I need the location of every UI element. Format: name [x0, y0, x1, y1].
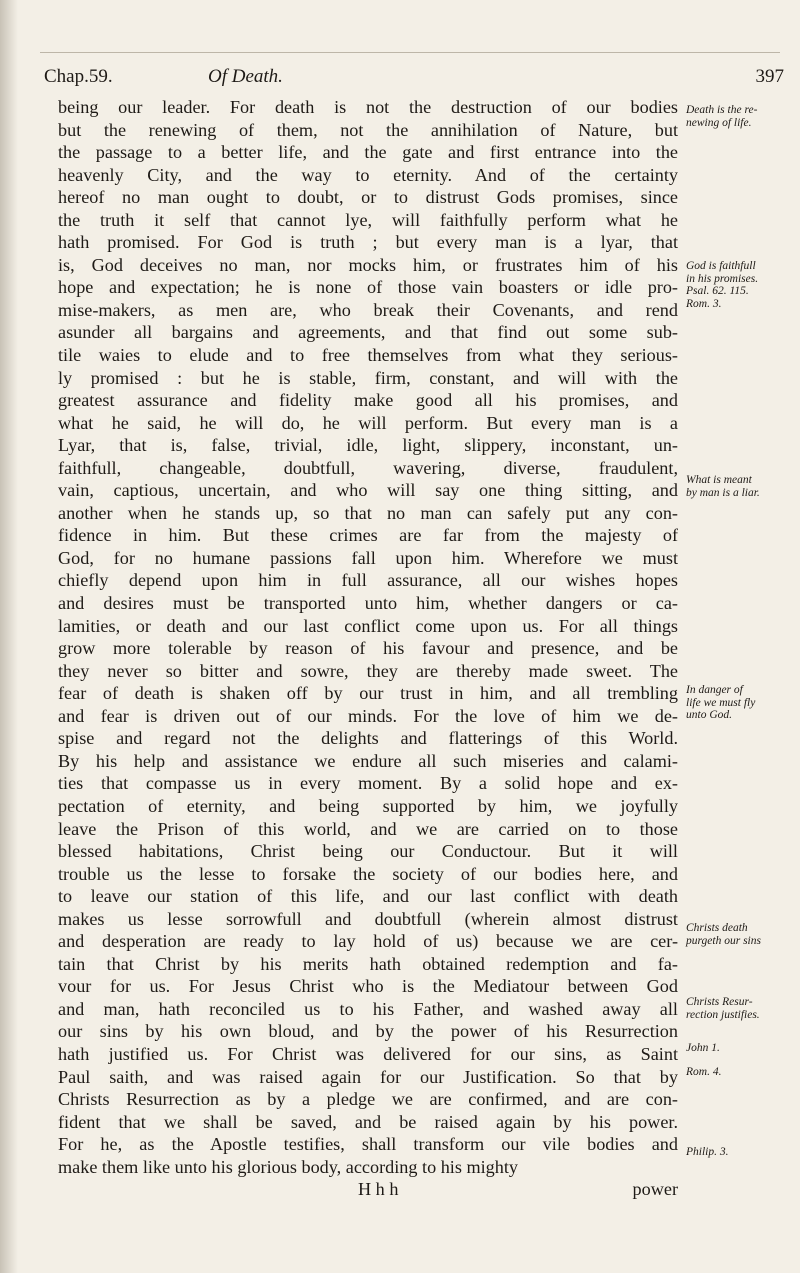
margin-note-line: John 1.: [686, 1042, 720, 1054]
text-line: grow more tolerable by reason of his favour and presence, and be: [58, 638, 678, 659]
margin-note-line: Philip. 3.: [686, 1146, 729, 1158]
text-line: the truth it self that cannot lye, will faithfully perform what he: [58, 209, 678, 230]
margin-note-line: unto God.: [686, 709, 732, 721]
margin-note-line: purgeth our sins: [686, 934, 761, 947]
margin-note: [686, 922, 792, 947]
margin-note-line: newing of life.: [686, 116, 752, 129]
text-line: pectation of eternity, and being supported by him, we joyfully: [58, 795, 678, 816]
text-line: and desires must be transported unto him, whether dangers or ca-: [58, 593, 678, 614]
text-line: hath promised. For God is truth ; but every man is a lyar, that: [58, 232, 678, 253]
text-line: is, God deceives no man, nor mocks him, or frustrates him of his: [58, 254, 678, 275]
text-line: our sins by his own bloud, and by the power of his Resurrection: [58, 1021, 678, 1042]
margin-note: [686, 996, 792, 1021]
margin-note: [686, 1066, 792, 1079]
margin-note-line: Christs death: [686, 922, 748, 934]
text-line: but the renewing of them, not the annihilation of Nature, but: [58, 119, 678, 140]
text-line: hereof no man ought to doubt, or to distrust Gods promises, since: [58, 187, 678, 208]
text-line: and desperation are ready to lay hold of us) because we are cer-: [58, 931, 678, 952]
chapter-label: Chap.59.: [44, 66, 113, 87]
text-line: tain that Christ by his merits hath obtained redemption and fa-: [58, 953, 678, 974]
text-line: mise-makers, as men are, who break their Covenants, and rend: [58, 299, 678, 320]
text-line: fident that we shall be saved, and be raised again by his power.: [58, 1111, 678, 1132]
catchword: power: [632, 1179, 678, 1200]
text-line: what he said, he will do, he will perform. But every man is a: [58, 412, 678, 433]
footer-line: [58, 1178, 678, 1201]
text-line: another when he stands up, so that no man can safely put any con-: [58, 502, 678, 523]
text-line: they never so bitter and sowre, they are thereby made sweet. The: [58, 660, 678, 681]
margin-note-line: Rom. 4.: [686, 1066, 722, 1078]
text-line: spise and regard not the delights and flatterings of this World.: [58, 728, 678, 749]
text-line: asunder all bargains and agreements, and that find out some sub-: [58, 322, 678, 343]
text-line: For he, as the Apostle testifies, shall transform our vile bodies and: [58, 1134, 678, 1155]
margin-note-line: Christs Resur-: [686, 996, 753, 1008]
margin-note-line: by man is a liar.: [686, 486, 760, 499]
text-line: to leave our station of this life, and our last conflict with death: [58, 886, 678, 907]
margin-note-line: Death is the re-: [686, 104, 758, 116]
text-line: make them like unto his glorious body, according to his mighty: [58, 1156, 519, 1177]
text-line: and man, hath reconciled us to his Father, and washed away all: [58, 998, 678, 1019]
text-line: By his help and assistance we endure all such miseries and calami-: [58, 750, 678, 771]
text-line: hope and expectation; he is none of those vain boasters or idle pro-: [58, 277, 678, 298]
text-line: chiefly depend upon him in full assurance, all our wishes hopes: [58, 570, 678, 591]
text-line: greatest assurance and fidelity make good all his promises, and: [58, 390, 678, 411]
margin-note: [686, 1042, 792, 1055]
text-line: fear of death is shaken off by our trust in him, and all trembling: [58, 683, 678, 704]
binding-shadow: [0, 0, 18, 1273]
text-line: lamities, or death and our last conflict come upon us. For all things: [58, 615, 678, 636]
text-line: blessed habitations, Christ being our Conductour. But it will: [58, 841, 678, 862]
margin-note-line: God is faithfull: [686, 260, 756, 272]
margin-note: [686, 474, 792, 499]
text-line: ties that compasse us in every moment. By a solid hope and ex-: [58, 773, 678, 794]
margin-note: [686, 1146, 792, 1159]
margin-note-line: in his promises.: [686, 272, 759, 285]
text-line: hath justified us. For Christ was delivered for our sins, as Saint: [58, 1043, 678, 1064]
text-line: tile waies to elude and to free themselves from what they serious-: [58, 345, 678, 366]
text-line: makes us lesse sorrowfull and doubtfull (wherein almost distrust: [58, 908, 678, 929]
text-line: fidence in him. But these crimes are far from the majesty of: [58, 525, 678, 546]
page-number: 397: [755, 66, 784, 87]
text-line: vain, captious, uncertain, and who will say one thing sitting, and: [58, 480, 678, 501]
text-line: Paul saith, and was raised again for our Justification. So that by: [58, 1066, 678, 1087]
margin-note-line: What is meant: [686, 474, 752, 486]
margin-note-line: Psal. 62. 115.: [686, 285, 749, 297]
running-title: Of Death.: [208, 66, 283, 87]
text-line: the passage to a better life, and the gate and first entrance into the: [58, 142, 678, 163]
text-line: Lyar, that is, false, trivial, idle, light, slippery, inconstant, un-: [58, 435, 678, 456]
margin-note: [686, 260, 792, 310]
signature-mark: H h h: [358, 1179, 399, 1200]
margin-note-line: rection justifies.: [686, 1008, 760, 1021]
text-line: trouble us the lesse to forsake the society of our bodies here, and: [58, 863, 678, 884]
text-line: and fear is driven out of our minds. For the love of him we de-: [58, 705, 678, 726]
text-line: leave the Prison of this world, and we are carried on to those: [58, 818, 678, 839]
margin-note: [686, 684, 792, 722]
text-line: being our leader. For death is not the destruction of our bodies: [58, 97, 678, 117]
main-text-block: [58, 96, 678, 1201]
margin-note-line: Rom. 3.: [686, 297, 722, 310]
top-rule: [40, 52, 780, 53]
text-line: Christs Resurrection as by a pledge we are confirmed, and are con-: [58, 1089, 678, 1110]
text-line: vour for us. For Jesus Christ who is the Mediatour between God: [58, 976, 678, 997]
text-line: heavenly City, and the way to eternity. And of the certainty: [58, 164, 678, 185]
margin-note-line: In danger of: [686, 684, 743, 696]
text-line: ly promised : but he is stable, firm, constant, and will with the: [58, 367, 678, 388]
margin-note-line: life we must fly: [686, 696, 756, 709]
text-line: God, for no humane passions fall upon him. Wherefore we must: [58, 547, 678, 568]
margin-note: [686, 104, 792, 129]
running-header: [44, 66, 784, 94]
text-line: faithfull, changeable, doubtfull, wavering, diverse, fraudulent,: [58, 457, 678, 478]
